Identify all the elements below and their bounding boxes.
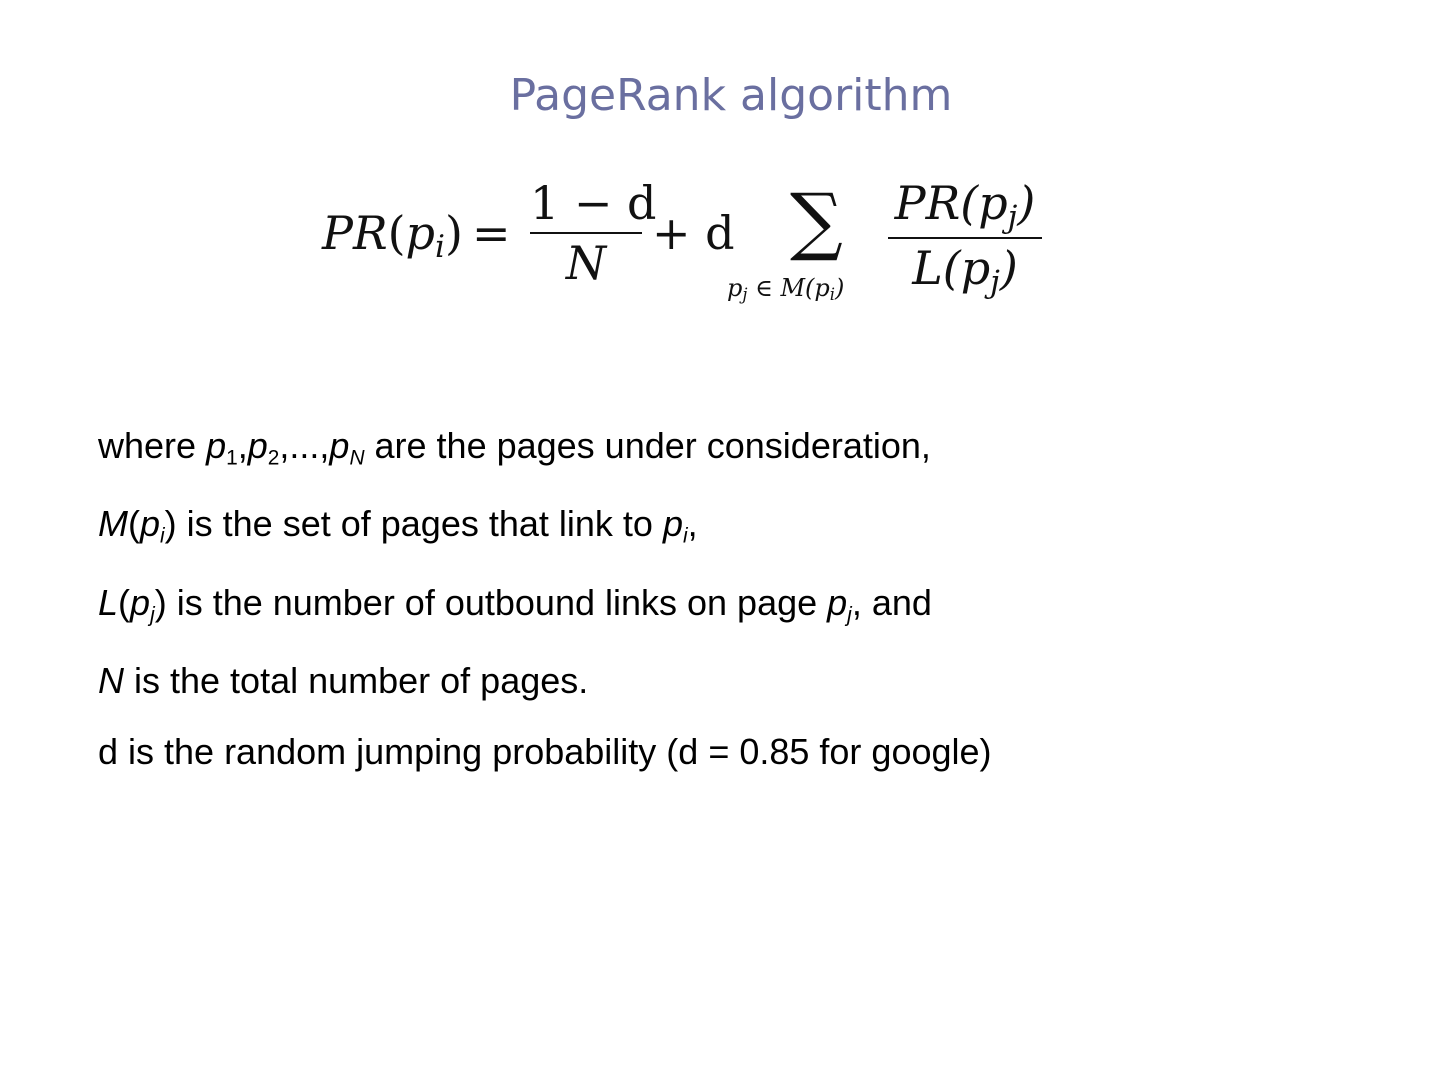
- formula-fraction-damping: [530, 176, 657, 290]
- slide-title: PageRank algorithm: [509, 70, 953, 121]
- formula-equals: =: [472, 206, 511, 260]
- formula-fraction-pr-over-l: [888, 176, 1042, 300]
- formula-lhs: PR(pi): [322, 206, 463, 265]
- fraction-denominator: N: [565, 236, 607, 290]
- summation-index: pj ∈ M(pi): [727, 274, 845, 305]
- fraction-numerator: PR(pj): [894, 176, 1036, 235]
- fraction-numerator: 1 − d: [530, 176, 657, 230]
- summation-symbol: ∑: [790, 178, 843, 264]
- definition-pages: where $p_1,p_2,...,p_N$ are the pages under consideration,: [98, 425, 931, 470]
- formula-plus-d: + d: [652, 206, 735, 260]
- fraction-denominator: L(pj): [912, 240, 1018, 300]
- fraction-bar: [530, 232, 642, 234]
- definition-m-of-p: $M(p_i)$ is the set of pages that link to $p_i$,: [98, 503, 698, 548]
- fraction-bar: [888, 237, 1042, 239]
- definition-l-of-p: $L(p_j)$ is the number of outbound links on page $p_j$, and: [98, 582, 932, 627]
- definition-n: N is the total number of pages.: [98, 660, 589, 701]
- pagerank-formula: [322, 170, 1052, 320]
- definition-d: d is the random jumping probability (d = 0.85 for google): [98, 731, 992, 772]
